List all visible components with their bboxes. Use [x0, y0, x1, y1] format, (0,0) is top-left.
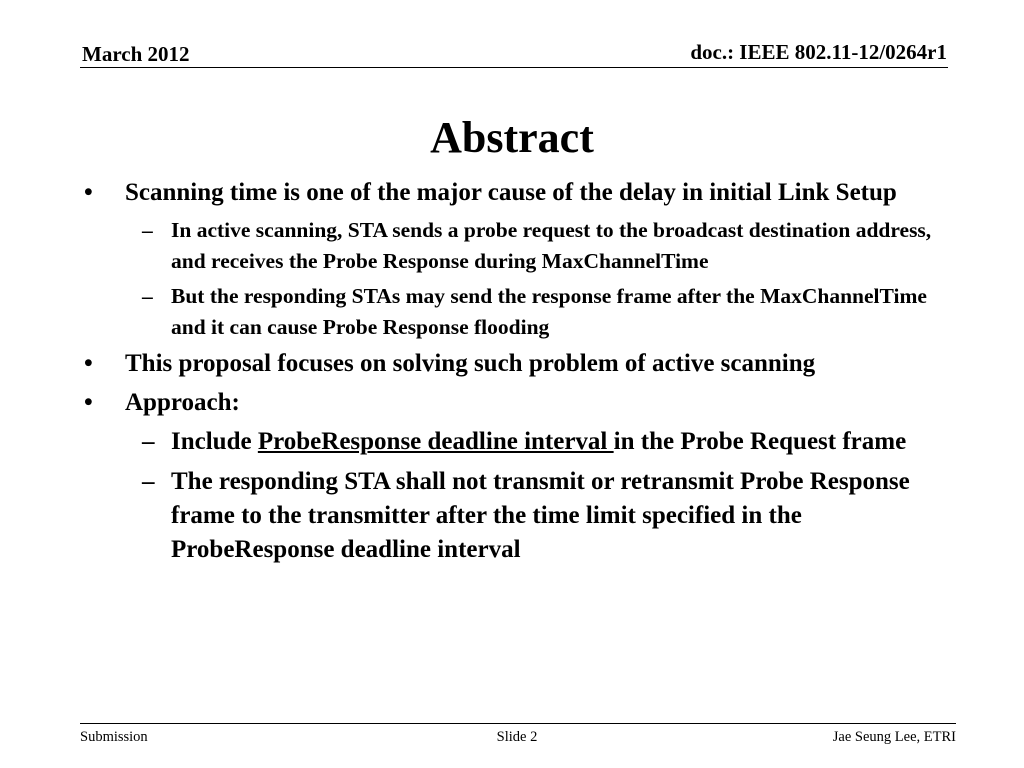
header-doc-id: doc.: IEEE 802.11-12/0264r1: [690, 40, 947, 64]
bullet-icon: •: [84, 179, 93, 206]
bullet-item: [84, 386, 954, 420]
sub-bullet-item: [84, 465, 954, 567]
dash-icon: –: [142, 284, 153, 308]
sub-bullet-text: The responding STA shall not transmit or retransmit Probe Response frame to the transmitter after the time limit specified in the ProbeResponse deadline interval: [171, 468, 910, 563]
footer-slide-number: Slide 2: [496, 729, 538, 745]
bullet-icon: •: [84, 350, 93, 377]
sub-bullet-item: [84, 215, 954, 276]
slide-title: Abstract: [430, 113, 594, 162]
footer-author: Jae Seung Lee, ETRI: [832, 729, 956, 745]
footer-divider: [80, 723, 956, 724]
header-divider: [80, 67, 948, 68]
dash-icon: –: [142, 218, 153, 242]
sub-bullet-text-before: Include: [171, 428, 258, 455]
dash-icon: –: [142, 468, 155, 495]
bullet-item: [84, 176, 954, 210]
sub-bullet-text: In active scanning, STA sends a probe request to the broadcast destination address, and receives the Probe Response during MaxChannelTime: [171, 218, 932, 273]
dash-icon: –: [142, 428, 155, 455]
bullet-item: [84, 347, 954, 381]
sub-bullet-text: But the responding STAs may send the response frame after the MaxChannelTime and it can cause Probe Response flooding: [171, 284, 927, 339]
bullet-icon: •: [84, 389, 93, 416]
underlined-term: ProbeResponse deadline interval: [257, 428, 614, 455]
bullet-text: Scanning time is one of the major cause of the delay in initial Link Setup: [125, 179, 897, 206]
header-date: March 2012: [82, 42, 190, 66]
sub-bullet-text-after: in the Probe Request frame: [613, 428, 907, 455]
footer-submission: Submission: [80, 729, 148, 745]
bullet-text: This proposal focuses on solving such problem of active scanning: [125, 350, 816, 377]
sub-bullet-item: [84, 425, 954, 459]
bullet-text: Approach:: [125, 389, 240, 416]
sub-bullet-item: [84, 281, 954, 342]
slide-body: [84, 176, 954, 573]
